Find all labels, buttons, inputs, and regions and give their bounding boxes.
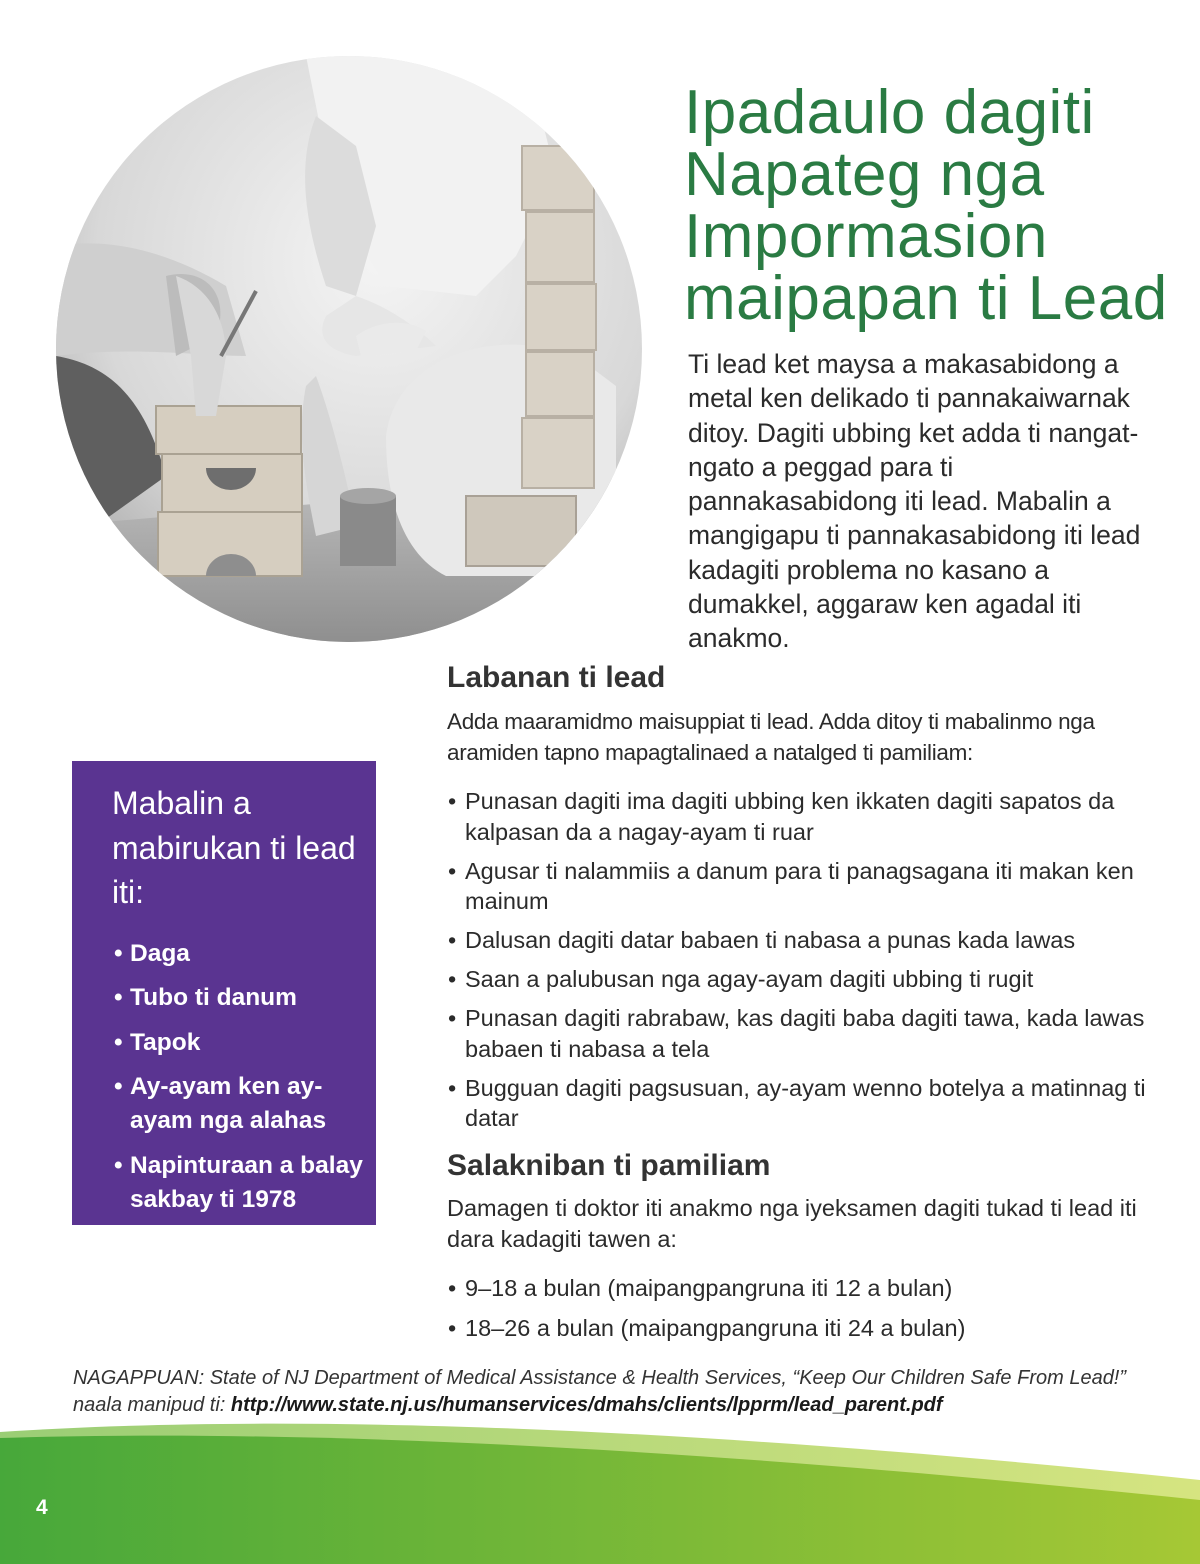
fight-lead-heading: Labanan ti lead xyxy=(447,661,666,694)
test-ages-list xyxy=(447,1273,1147,1353)
lead-source-item: • Tapok xyxy=(114,1026,364,1060)
tip-item: • Saan a palubusan nga agay-ayam dagiti ubbing ti rugit xyxy=(447,964,1147,995)
page-number: 4 xyxy=(36,1496,48,1519)
footer-wave xyxy=(0,1420,1200,1564)
photo-illustration xyxy=(56,56,642,642)
title-line-1: Ipadaulo dagiti xyxy=(684,78,1095,147)
source-text: NAGAPPUAN: State of NJ Department of Medical Assistance & Health Services, “Keep Our Children Safe From Lead!” naala manipud ti: xyxy=(73,1367,1127,1416)
tip-item: • Punasan dagiti rabrabaw, kas dagiti baba dagiti tawa, kada lawas babaen ti nabasa a tela xyxy=(447,1003,1147,1064)
page-title xyxy=(684,78,1194,333)
tip-item: • Punasan dagiti ima dagiti ubbing ken ikkaten dagiti sapatos da kalpasan da a nagay-ayam ti ruar xyxy=(447,786,1147,847)
protect-family-heading: Salakniban ti pamiliam xyxy=(447,1149,771,1182)
lead-source-item: • Daga xyxy=(114,937,364,971)
hero-photo xyxy=(56,56,642,642)
lead-source-item: • Tubo ti danum xyxy=(114,981,364,1015)
tip-item: • Dalusan dagiti datar babaen ti nabasa a punas kada lawas xyxy=(447,925,1147,956)
tips-list xyxy=(447,786,1147,1142)
tip-item: • Bugguan dagiti pagsusuan, ay-ayam wenno botelya a matinnag ti datar xyxy=(447,1073,1147,1134)
title-line-2: Napateg nga xyxy=(684,140,1045,209)
source-link[interactable]: http://www.state.nj.us/humanservices/dmahs/clients/lpprm/lead_parent.pdf xyxy=(230,1394,943,1416)
age-item: • 9–18 a bulan (maipangpangruna iti 12 a bulan) xyxy=(447,1273,1147,1304)
title-line-3: Impormasion xyxy=(684,202,1048,271)
intro-paragraph: Ti lead ket maysa a makasabidong a metal ken delikado ti pannakaiwarnak ditoy. Dagiti ubbing ket adda ti nangat-ngato a peggad para ti pannakasabidong iti lead. Mabalin a mangigapu ti pannakasabidong iti lead kadagiti problema no kasano a dumakkel, aggaraw ken agadal iti anakmo. xyxy=(688,349,1141,654)
tip-item: • Agusar ti nalammiis a danum para ti panagsagana iti makan ken mainum xyxy=(447,856,1147,917)
source-citation xyxy=(73,1365,1173,1419)
protect-family-text: Damagen ti doktor iti anakmo nga iyeksamen dagiti tukad ti lead iti dara kadagiti tawen a: xyxy=(447,1195,1137,1252)
lead-sources-box xyxy=(72,761,376,1225)
lead-sources-title: Mabalin a mabirukan ti lead iti: xyxy=(112,785,356,910)
age-item: • 18–26 a bulan (maipangpangruna iti 24 a bulan) xyxy=(447,1313,1147,1344)
lead-source-item: • Ay-ayam ken ay-ayam nga alahas xyxy=(114,1070,364,1138)
fight-lead-text: Adda maaramidmo maisuppiat ti lead. Adda ditoy ti mabalinmo nga aramiden tapno mapagtalinaed a natalged ti pamiliam: xyxy=(447,709,1095,765)
lead-sources-list xyxy=(114,937,364,1217)
title-line-4: maipapan ti Lead xyxy=(684,264,1168,333)
lead-source-item: • Napinturaan a balay sakbay ti 1978 xyxy=(114,1149,364,1217)
